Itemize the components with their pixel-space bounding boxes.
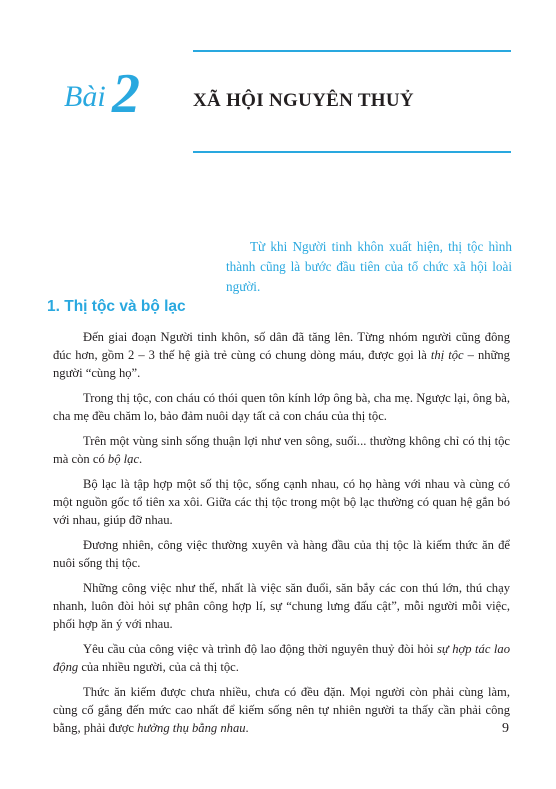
paragraph bbox=[53, 475, 510, 529]
body-text bbox=[53, 328, 510, 744]
section-heading: 1. Thị tộc và bộ lạc bbox=[47, 298, 186, 315]
text-run: – những người “cùng họ”. bbox=[53, 348, 510, 380]
text-run: Thức ăn kiếm được chưa nhiều, chưa có đều đặn. Mọi người còn phải cùng làm, cùng cố gắng đến mức cao nhất để kiếm sống nên tự nhiên người ta thấy cần phải công bằng, phải được bbox=[53, 685, 510, 735]
paragraph bbox=[53, 683, 510, 737]
term: hưởng thụ bằng nhau bbox=[137, 721, 246, 735]
header-rule-top bbox=[193, 50, 511, 52]
paragraph bbox=[53, 328, 510, 382]
lesson-label: Bài bbox=[64, 80, 106, 113]
text-run: Những công việc như thế, nhất là việc săn đuổi, săn bắy các con thú lớn, thú chạy nhanh, luôn đòi hỏi sự phân công hợp lí, sự “chung lưng đấu cật”, mỗi người mỗi việc, phối hợp ăn ý với nhau. bbox=[53, 581, 510, 631]
paragraph bbox=[53, 389, 510, 425]
text-run: Trên một vùng sinh sống thuận lợi như ven sông, suối... thường không chỉ có thị tộc mà còn có bbox=[53, 434, 510, 466]
lesson-number: 2 bbox=[112, 63, 140, 125]
header-rule-bottom bbox=[193, 151, 511, 153]
paragraph bbox=[53, 640, 510, 676]
intro-text: Từ khi Người tinh khôn xuất hiện, thị tộc hình thành cũng là bước đầu tiên của tổ chức xã hội loài người. bbox=[226, 239, 512, 294]
page-number: 9 bbox=[502, 721, 509, 736]
paragraph bbox=[53, 432, 510, 468]
text-run: Trong thị tộc, con cháu có thói quen tôn kính lớp ông bà, cha mẹ. Ngược lại, ông bà, cha mẹ đều chăm lo, bảo đảm nuôi dạy tất cả con cháu của thị tộc. bbox=[53, 391, 510, 423]
text-run: . bbox=[245, 721, 249, 735]
text-run: Bộ lạc là tập hợp một số thị tộc, sống cạnh nhau, có họ hàng với nhau và cùng có một nguồn gốc tổ tiên xa xôi. Giữa các thị tộc trong một bộ lạc thường có quan hệ gắn bó với nhau, giúp đỡ nhau. bbox=[53, 477, 510, 527]
paragraph bbox=[53, 536, 510, 572]
term: thị tộc bbox=[430, 348, 464, 362]
term: sự hợp tác lao động bbox=[53, 642, 510, 674]
lesson-title: XÃ HỘI NGUYÊN THUỶ bbox=[193, 90, 414, 111]
text-run: Đương nhiên, công việc thường xuyên và hàng đầu của thị tộc là kiếm thức ăn để nuôi sống thị tộc. bbox=[53, 538, 510, 570]
text-run: của nhiều người, của cả thị tộc. bbox=[78, 660, 239, 674]
text-run: Yêu cầu của công việc và trình độ lao động thời nguyên thuỷ đòi hỏi bbox=[83, 642, 437, 656]
text-run: . bbox=[139, 452, 143, 466]
paragraph bbox=[53, 579, 510, 633]
term: bộ lạc bbox=[107, 452, 140, 466]
text-run: Đến giai đoạn Người tinh khôn, số dân đã tăng lên. Từng nhóm người cũng đông đúc hơn, gồm 2 – 3 thế hệ già trẻ cùng có chung dòng máu, được gọi là bbox=[53, 330, 510, 362]
